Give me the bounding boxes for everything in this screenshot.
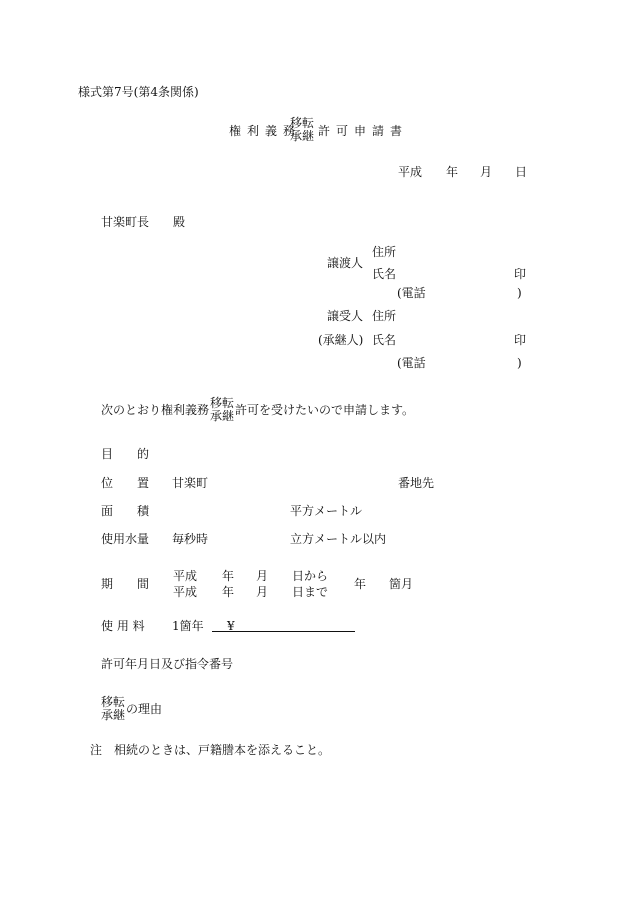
recipient-honorific: 殿 (173, 215, 186, 229)
water-unit: 立方メートル以内 (290, 532, 387, 546)
footnote: 注 相続のときは、戸籍謄本を添えること。 (90, 743, 331, 757)
date-month: 月 (480, 165, 493, 179)
period-year1: 年 (222, 569, 235, 583)
transferee-address-label: 住所 (372, 309, 397, 323)
reason-alternatives (101, 696, 125, 722)
water-prefix: 毎秒時 (172, 532, 209, 546)
transferor-seal: 印 (514, 267, 527, 281)
title-part1: 権利義務 (229, 124, 302, 138)
statement-alt-top: 移転 (210, 396, 235, 410)
reason-suffix: の理由 (126, 702, 163, 716)
transferor-phone-open: (電話 (397, 286, 426, 300)
period-era1: 平成 (173, 569, 198, 583)
recipient-name: 甘楽町長 (101, 215, 150, 229)
reason-alt-top: 移転 (101, 695, 126, 709)
water-label: 使用水量 (101, 532, 150, 546)
transferor-role: 譲渡人 (327, 256, 364, 270)
fee-unit: 1箇年 (172, 619, 204, 633)
location-label: 位 置 (101, 476, 150, 490)
period-year2: 年 (222, 585, 235, 599)
permit-label: 許可年月日及び指令番号 (101, 657, 234, 671)
date-era: 平成 (398, 165, 423, 179)
transferee-phone-close: ) (517, 356, 522, 370)
statement-part1: 次のとおり権利義務 (101, 403, 210, 417)
fee-amount-line (212, 631, 355, 632)
period-label: 期 間 (101, 577, 150, 591)
location-town: 甘楽町 (172, 476, 209, 490)
title-alt-top: 移転 (290, 116, 315, 130)
reason-alt-bottom: 承継 (101, 708, 126, 722)
area-unit: 平方メートル (290, 504, 363, 518)
period-era2: 平成 (173, 585, 198, 599)
period-from: 日から (292, 569, 329, 583)
fee-yen: ¥ (227, 619, 235, 633)
title-alt-bottom: 承継 (290, 129, 315, 143)
statement-alt-bottom: 承継 (210, 409, 235, 423)
fee-label: 使 用 料 (101, 619, 145, 633)
period-month2: 月 (256, 585, 269, 599)
date-day: 日 (515, 165, 528, 179)
date-year: 年 (446, 165, 459, 179)
title-alternatives (290, 117, 314, 143)
transferee-name-label: 氏名 (372, 333, 397, 347)
title-part2: 許可申請書 (318, 124, 409, 138)
transferee-role: 譲受人 (327, 309, 364, 323)
statement-alternatives (210, 397, 234, 423)
transferee-seal: 印 (514, 333, 527, 347)
transferor-address-label: 住所 (372, 245, 397, 259)
transferor-name-label: 氏名 (372, 267, 397, 281)
transferee-role-alt: (承継人) (318, 333, 364, 347)
form-number: 様式第7号(第4条関係) (78, 85, 199, 99)
location-suffix: 番地先 (398, 476, 435, 490)
purpose-label: 目 的 (101, 447, 150, 461)
transferee-phone-open: (電話 (397, 356, 426, 370)
period-months: 箇月 (389, 577, 414, 591)
period-to: 日まで (292, 585, 329, 599)
transferor-phone-close: ) (517, 286, 522, 300)
period-years: 年 (354, 577, 367, 591)
area-label: 面 積 (101, 504, 150, 518)
statement-part2: 許可を受けたいので申請します。 (235, 403, 415, 417)
period-month1: 月 (256, 569, 269, 583)
